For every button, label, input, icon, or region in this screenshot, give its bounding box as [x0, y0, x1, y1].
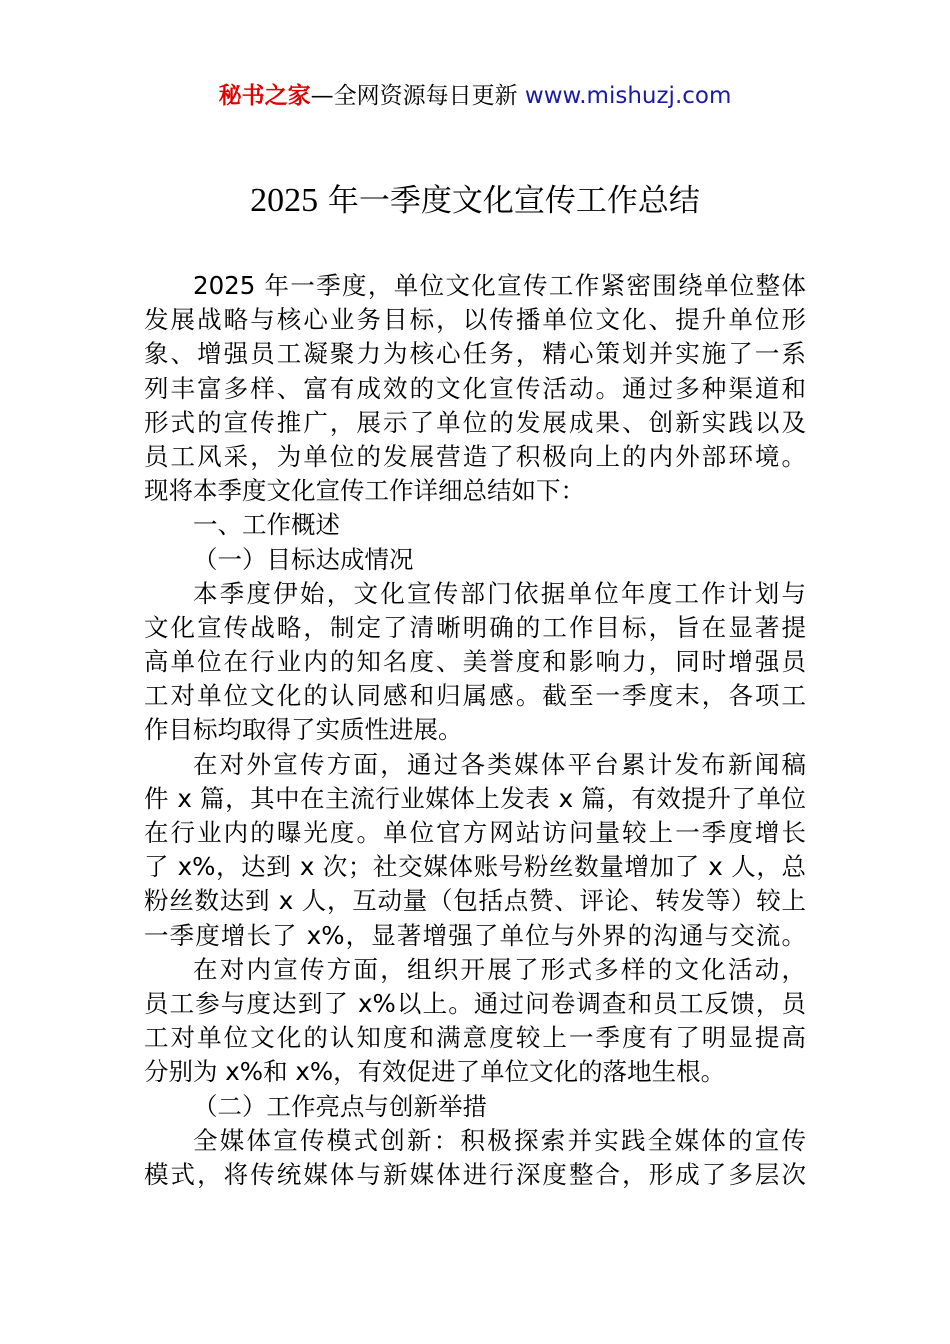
text-line: 一季度增长了 x%，显著增强了单位与外界的沟通与交流。	[144, 920, 806, 950]
text-line: 本季度伊始，文化宣传部门依据单位年度工作计划与	[193, 578, 806, 608]
text-line: 了 x%，达到 x 次；社交媒体账号粉丝数量增加了 x 人，总	[144, 852, 806, 882]
brand-name: 秘书之家	[218, 83, 311, 109]
text-line: 形式的宣传推广，展示了单位的发展成果、创新实践以及	[144, 407, 806, 437]
text-line: 发展战略与核心业务目标，以传播单位文化、提升单位形	[144, 305, 806, 335]
text-line: 工对单位文化的认知度和满意度较上一季度有了明显提高	[144, 1023, 806, 1053]
text-line: 模式，将传统媒体与新媒体进行深度整合，形成了多层次	[144, 1159, 806, 1189]
site-banner	[0, 80, 950, 112]
document-body	[144, 269, 806, 1192]
section-heading: 一、工作概述	[193, 510, 340, 540]
document-title	[0, 178, 950, 223]
text-line: 分别为 x%和 x%，有效促进了单位文化的落地生根。	[144, 1057, 726, 1087]
text-line: 在行业内的曝光度。单位官方网站访问量较上一季度增长	[144, 818, 806, 847]
subsection-heading: （二）工作亮点与创新举措	[193, 1091, 487, 1121]
text-line: 在对外宣传方面，通过各类媒体平台累计发布新闻稿	[193, 749, 806, 779]
text-line: 高单位在行业内的知名度、美誉度和影响力，同时增强员	[144, 647, 806, 677]
text-line: 员工参与度达到了 x%以上。通过问卷调查和员工反馈，员	[144, 988, 806, 1018]
text-line: 列丰富多样、富有成效的文化宣传活动。通过多种渠道和	[144, 373, 806, 403]
text-line: 工对单位文化的认同感和归属感。截至一季度末，各项工	[144, 681, 806, 711]
title-text: 年一季度文化宣传工作总结	[318, 183, 700, 219]
site-url-link[interactable]: www.mishuzj.com	[524, 83, 732, 109]
text-line: 文化宣传战略，制定了清晰明确的工作目标，旨在显著提	[144, 612, 806, 642]
text-line: 现将本季度文化宣传工作详细总结如下：	[144, 476, 585, 506]
text-line: 在对内宣传方面，组织开展了形式多样的文化活动，	[193, 954, 806, 984]
banner-tagline: —全网资源每日更新	[310, 83, 525, 109]
text-line: 作目标均取得了实质性进展。	[144, 715, 463, 745]
text-line: 件 x 篇，其中在主流行业媒体上发表 x 篇，有效提升了单位	[144, 783, 806, 813]
title-year: 2025	[250, 182, 319, 219]
text-line: 2025 年一季度，单位文化宣传工作紧密围绕单位整体	[193, 271, 806, 300]
text-line: 员工风采，为单位的发展营造了积极向上的内外部环境。	[144, 441, 806, 471]
text-line: 全媒体宣传模式创新：积极探索并实践全媒体的宣传	[193, 1125, 806, 1155]
subsection-heading: （一）目标达成情况	[193, 544, 414, 574]
text-line: 象、增强员工凝聚力为核心任务，精心策划并实施了一系	[144, 339, 806, 369]
text-line: 粉丝数达到 x 人，互动量（包括点赞、评论、转发等）较上	[144, 886, 806, 916]
